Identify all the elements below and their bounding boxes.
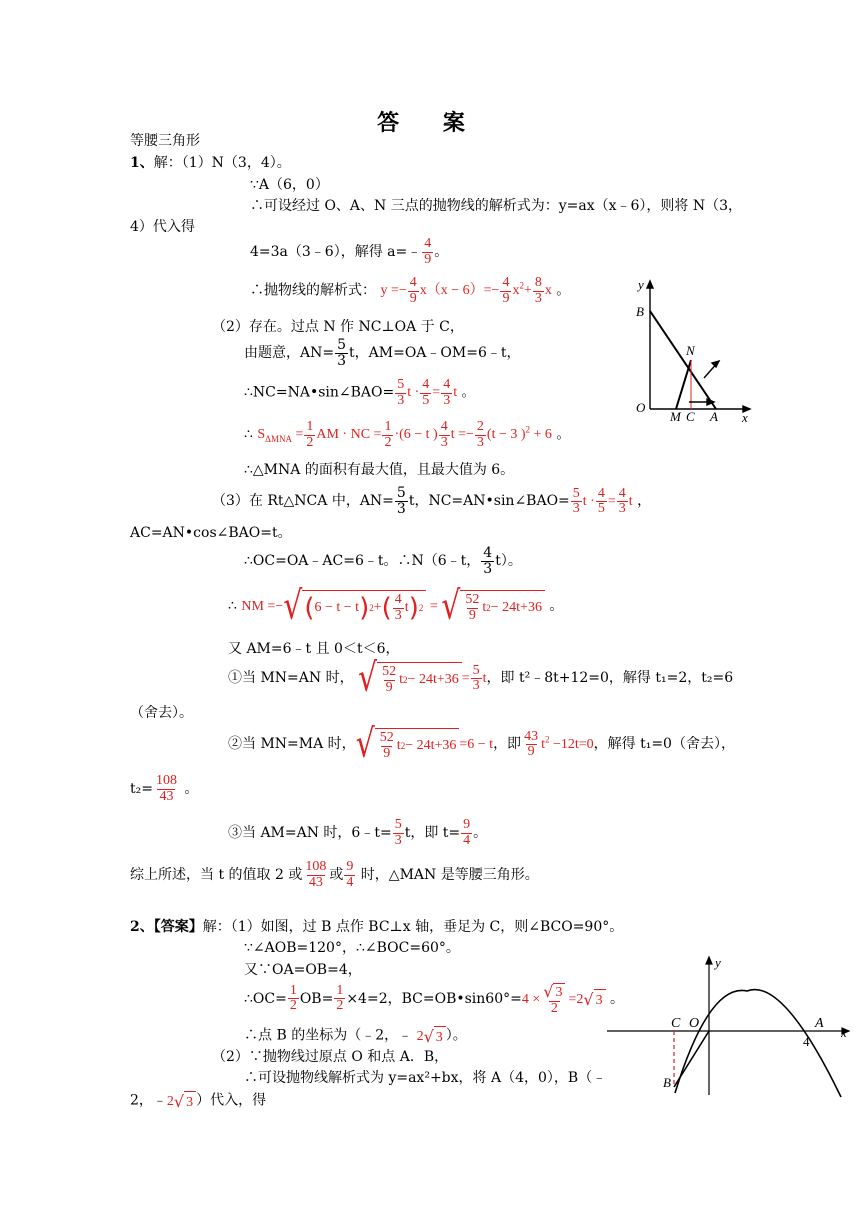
q1-oc: ∴OC=OA﹣AC=6﹣t。∴N（6﹣t， $\frac{4}{3}$ t）。	[244, 545, 522, 577]
fig2-label-o: O	[689, 1016, 700, 1031]
fig2-label-a: A	[815, 1016, 824, 1031]
q1-case3: ③当 AM=AN 时，6﹣t= $\frac{5}{3}$ t，即 t= $\frac{9}{4}$ 。	[228, 817, 488, 848]
fig2-label-x: x	[841, 1025, 847, 1040]
fig1-label-y: y	[638, 277, 644, 292]
q1-line2: ∵A（6，0）	[250, 177, 329, 193]
q1-parabola: ∴抛物线的解析式： y =− $\frac{4}{9}$ x（x − 6）=− $\frac{4}{9}$ $x^2+$ $\frac{8}{3}$ x 。	[250, 275, 571, 306]
fig1-label-o: O	[636, 400, 646, 415]
q1-conclusion: 综上所述，当 t 的值取 2 或 $\frac{108}{43}$ 或 $\frac{9}{4}$ 时，△MAN 是等腰三角形。	[130, 859, 539, 890]
q2-line2: ∵∠AOB=120°，∴∠BOC=60°。	[244, 940, 460, 956]
q1-nm: ∴ NM =− √ ( 6 − t − t ) 2 + ( $\frac{4}{3}$ t ) 2 = √ $\frac{52}{9}$ t 2 − 24t+36 。	[228, 583, 564, 629]
q1-t2: t₂= $\frac{108}{43}$ 。	[130, 773, 199, 804]
q2-part2: （2）∵抛物线过原点 O 和点 A．B，	[212, 1049, 449, 1065]
q1-range: 又 AM=6﹣t 且 0＜t＜6，	[228, 641, 400, 657]
q1-line5: 4=3a（3﹣6），解得 a=﹣ $\frac{4}{9}$ 。	[250, 236, 449, 267]
fig2-label-b: B	[663, 1075, 671, 1090]
fig2-label-4: 4	[803, 1034, 810, 1049]
q1-case1-end: （舍去）。	[130, 705, 193, 721]
q1-case2: ②当 MN=MA 时， √ $\frac{52}{9}$ t 2 − 24t+36 =6 − t，即 $\frac{43}{9}$ $t^2 -12t=0$，解得 t₁=0（舍去），	[228, 721, 735, 767]
q1-area: ∴ $S_{\Delta MNA}$ = $\frac{1}{2}$ AM · NC = $\frac{1}{2}$ ·(6 − t ) $\frac{4}{3}$ t =− $\frac{2}{3}$ (t − 3 )$^2$ + 6 。	[244, 419, 571, 450]
q1-line3: ∴可设经过 O、A、N 三点的抛物线的解析式为：y=ax（x﹣6），则将 N（3，	[250, 198, 743, 214]
q2-oc: ∴OC= $\frac{1}{2}$ OB= $\frac{1}{2}$ ×4=2，BC=OB•sin60°=4 × √ 3 2 =2 √ 3 。	[244, 981, 625, 1016]
q1-part3: （3）在 Rt△NCA 中，AN= $\frac{5}{3}$ t，NC=AN•sin∠BAO= $\frac{5}{3}$ t · $\frac{4}{5}$ = $\frac{4}{3}$ t ，	[212, 485, 652, 517]
page-title: 答 案	[377, 111, 483, 136]
section-heading: 等腰三角形	[130, 133, 200, 149]
q1-max: ∴△MNA 的面积有最大值，且最大值为 6。	[244, 462, 515, 478]
fig1-label-a: A	[710, 409, 718, 424]
fig1-label-n: N	[686, 343, 695, 358]
q1-nc: ∴NC=NA•sin∠BAO= $\frac{5}{3}$ t · $\frac{4}{5}$ = $\frac{4}{3}$ t 。	[244, 377, 476, 408]
figure-1	[630, 275, 760, 425]
q2-line1: 2、【答案】解：（1）如图，过 B 点作 BC⊥x 轴，垂足为 C，则∠BCO=90°。	[130, 919, 624, 935]
q1-line4: 4）代入得	[130, 219, 195, 235]
fig1-label-c: C	[686, 409, 695, 424]
q1-part2: （2）存在。过点 N 作 NC⊥OA 于 C，	[212, 319, 464, 335]
fig2-label-c: C	[671, 1016, 681, 1031]
q1-an: 由题意，AN= $\frac{5}{3}$ t，AM=OA﹣OM=6﹣t，	[244, 337, 521, 369]
q2-b-coord: ∴点 B 的坐标为（﹣2，﹣ 2 √ 3 ）。	[244, 1026, 467, 1046]
figure-2	[605, 955, 855, 1100]
q1-case1: ①当 MN=AN 时， √ $\frac{52}{9}$ t 2 − 24t+36 = $\frac{5}{3}$ t，即 t²﹣8t+12=0，解得 t₁=2，t₂=6	[228, 655, 734, 701]
q1-ac: AC=AN•cos∠BAO=t。	[130, 525, 292, 541]
fig2-label-y: y	[715, 955, 721, 970]
q1-line1: 1、解：（1）N（3，4）。	[130, 155, 291, 171]
fig1-label-x: x	[742, 410, 748, 425]
q2-line3: 又∵OA=OB=4，	[244, 962, 362, 978]
q2-line7: ∴可设抛物线解析式为 y=ax²+bx，将 A（4，0），B（﹣	[244, 1070, 607, 1086]
fig1-label-m: M	[670, 409, 681, 424]
q2-line8: 2，﹣2 √ 3 ）代入，得	[130, 1091, 267, 1111]
fig1-label-b: B	[636, 304, 644, 319]
